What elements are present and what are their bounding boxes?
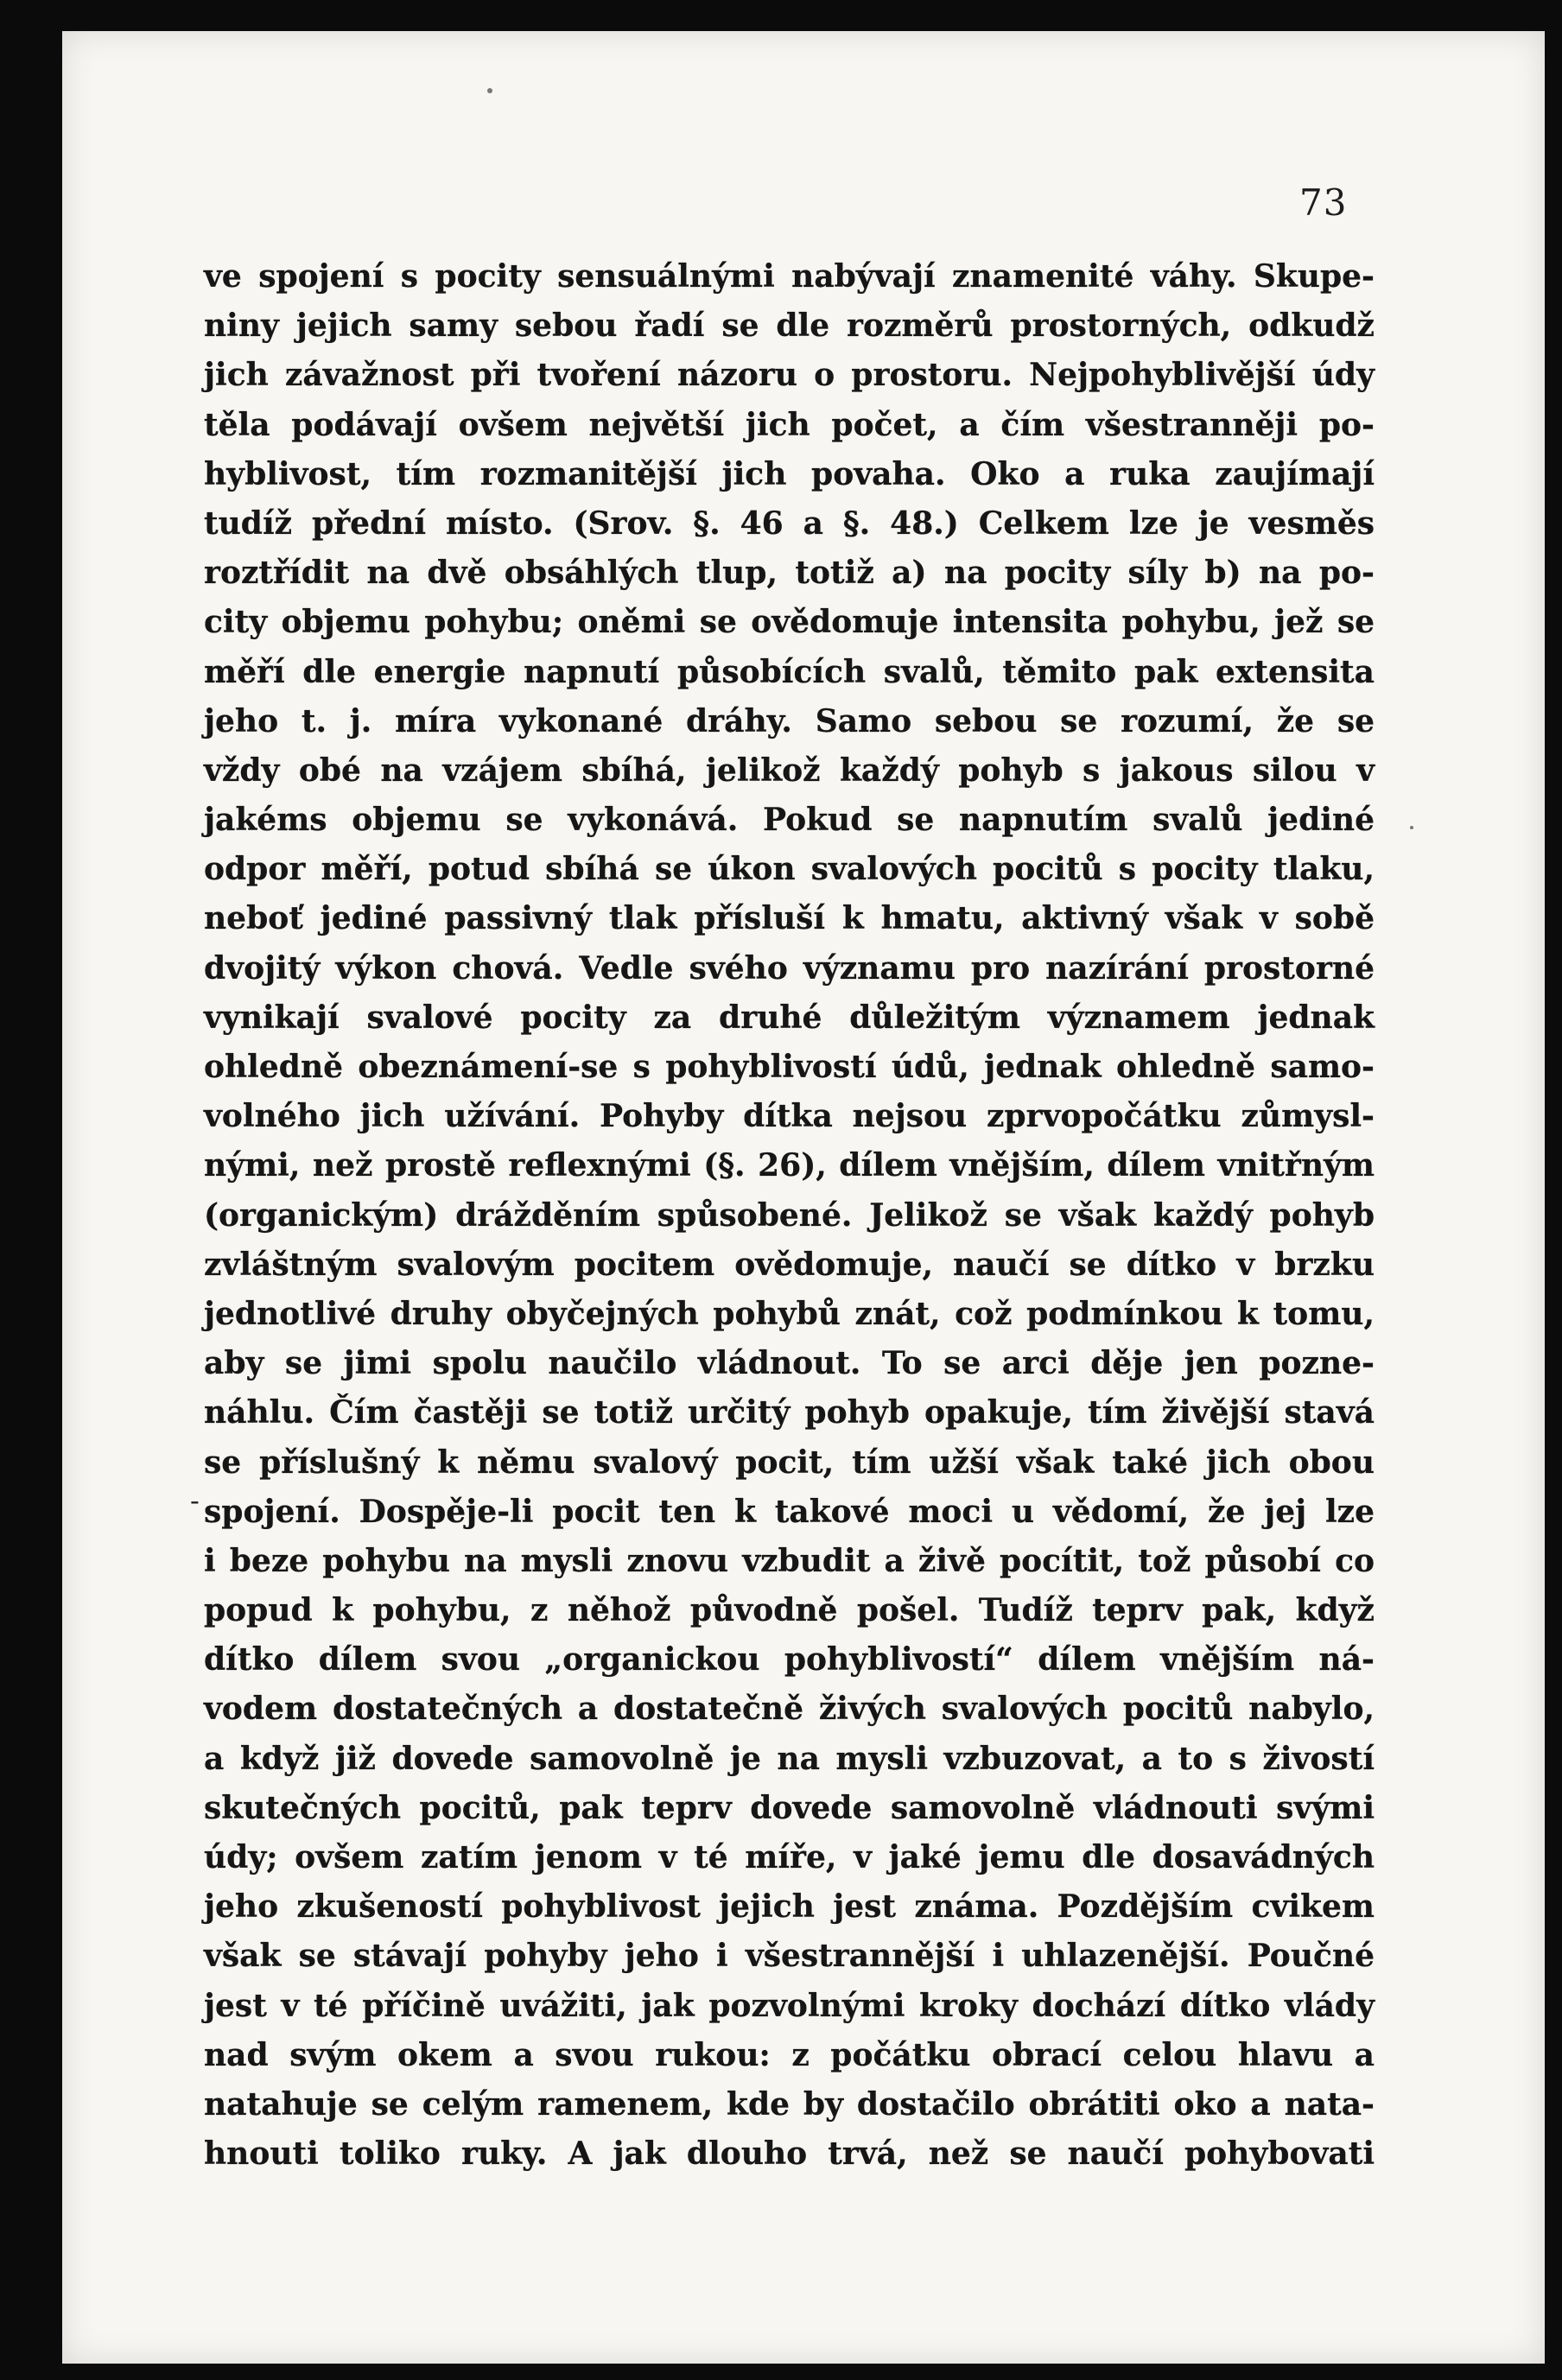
text-line: dítko dílem svou „organickou pohyblivostí“ dílem vnějším ná-: [204, 1641, 1375, 1679]
text-line: i beze pohybu na mysli znovu vzbudit a živě pocítit, tož působí co: [204, 1542, 1375, 1579]
text-line: aby se jimi spolu naučilo vládnout. To se arci děje jen pozne-: [204, 1345, 1375, 1382]
text-line: měří dle energie napnutí působících svalů, těmito pak extensita: [204, 653, 1375, 690]
text-line: tudíž přední místo. (Srov. §. 46 a §. 48.) Celkem lze je vesměs: [204, 505, 1375, 542]
text-line: vynikají svalové pocity za druhé důležitým významem jednak: [204, 999, 1375, 1036]
scan-speck: [487, 88, 492, 93]
text-line: odpor měří, potud sbíhá se úkon svalových pocitů s pocity tlaku,: [204, 851, 1375, 888]
text-line: však se stávají pohyby jeho i všestrannější i uhlazenější. Poučné: [204, 1938, 1375, 1975]
text-line: jich závažnost při tvoření názoru o prostoru. Nejpohyblivější údy: [204, 357, 1375, 394]
text-line: náhlu. Čím častěji se totiž určitý pohyb opakuje, tím živější stavá: [204, 1394, 1375, 1431]
body-text: [204, 252, 1375, 2179]
text-line: (organickým) drážděním spůsobené. Jelikož se však každý pohyb: [204, 1196, 1375, 1234]
text-line: hnouti toliko ruky. A jak dlouho trvá, než se naučí pohybovati: [204, 2136, 1375, 2173]
text-line: nad svým okem a svou rukou: z počátku obrací celou hlavu a: [204, 2036, 1375, 2073]
text-line: zvláštným svalovým pocitem ovědomuje, naučí se dítko v brzku: [204, 1246, 1375, 1283]
text-line: jeho zkušeností pohyblivost jejich jest známa. Pozdějším cvikem: [204, 1888, 1375, 1926]
text-line: popud k pohybu, z něhož původně pošel. Tudíž teprv pak, když: [204, 1592, 1375, 1629]
text-line: se příslušný k němu svalový pocit, tím užší však také jich obou: [204, 1444, 1375, 1481]
text-line: nými, než prostě reflexnými (§. 26), dílem vnějším, dílem vnitřným: [204, 1147, 1375, 1184]
text-line: ohledně obeznámení-se s pohyblivostí údů, jednak ohledně samo-: [204, 1049, 1375, 1085]
book-page: [62, 31, 1545, 2364]
text-line: jest v té příčině uvážiti, jak pozvolnými kroky dochází dítko vlády: [204, 1987, 1375, 2024]
text-line: spojení. Dospěje-li pocit ten k takové moci u vědomí, že jej lze: [204, 1493, 1375, 1530]
text-line: hyblivost, tím rozmanitější jich povaha. Oko a ruka zaujímají: [204, 455, 1375, 492]
text-line: volného jich užívání. Pohyby dítka nejsou zprvopočátku zůmysl-: [204, 1098, 1375, 1135]
text-line: jakéms objemu se vykonává. Pokud se napnutím svalů jediné: [204, 802, 1375, 839]
text-line: city objemu pohybu; oněmi se ovědomuje intensita pohybu, jež se: [204, 604, 1375, 641]
margin-mark: -: [190, 1484, 200, 1517]
text-line: niny jejich samy sebou řadí se dle rozměrů prostorných, odkudž: [204, 308, 1375, 345]
text-line: ve spojení s pocity sensuálnými nabývají znamenité váhy. Skupe-: [204, 258, 1375, 295]
text-line: roztřídit na dvě obsáhlých tlup, totiž a) na pocity síly b) na po-: [204, 555, 1375, 592]
text-line: jeho t. j. míra vykonané dráhy. Samo sebou se rozumí, že se: [204, 702, 1375, 739]
text-line: údy; ovšem zatím jenom v té míře, v jaké jemu dle dosavádných: [204, 1839, 1375, 1875]
scan-speck: [1410, 826, 1413, 829]
text-line: jednotlivé druhy obyčejných pohybů znát, což podmínkou k tomu,: [204, 1295, 1375, 1332]
text-line: vodem dostatečných a dostatečně živých svalových pocitů nabylo,: [204, 1691, 1375, 1728]
text-line: skutečných pocitů, pak teprv dovede samovolně vládnouti svými: [204, 1789, 1375, 1826]
text-line: těla podávají ovšem největší jich počet, a čím všestranněji po-: [204, 406, 1375, 443]
text-line: vždy obé na vzájem sbíhá, jelikož každý pohyb s jakous silou v: [204, 752, 1375, 789]
text-line: neboť jediné passivný tlak přísluší k hmatu, aktivný však v sobě: [204, 900, 1375, 937]
text-line: natahuje se celým ramenem, kde by dostačilo obrátiti oko a nata-: [204, 2085, 1375, 2123]
page-number: 73: [1299, 181, 1348, 224]
text-line: a když již dovede samovolně je na mysli vzbuzovat, a to s živostí: [204, 1740, 1375, 1777]
text-line: dvojitý výkon chová. Vedle svého významu pro nazírání prostorné: [204, 949, 1375, 987]
